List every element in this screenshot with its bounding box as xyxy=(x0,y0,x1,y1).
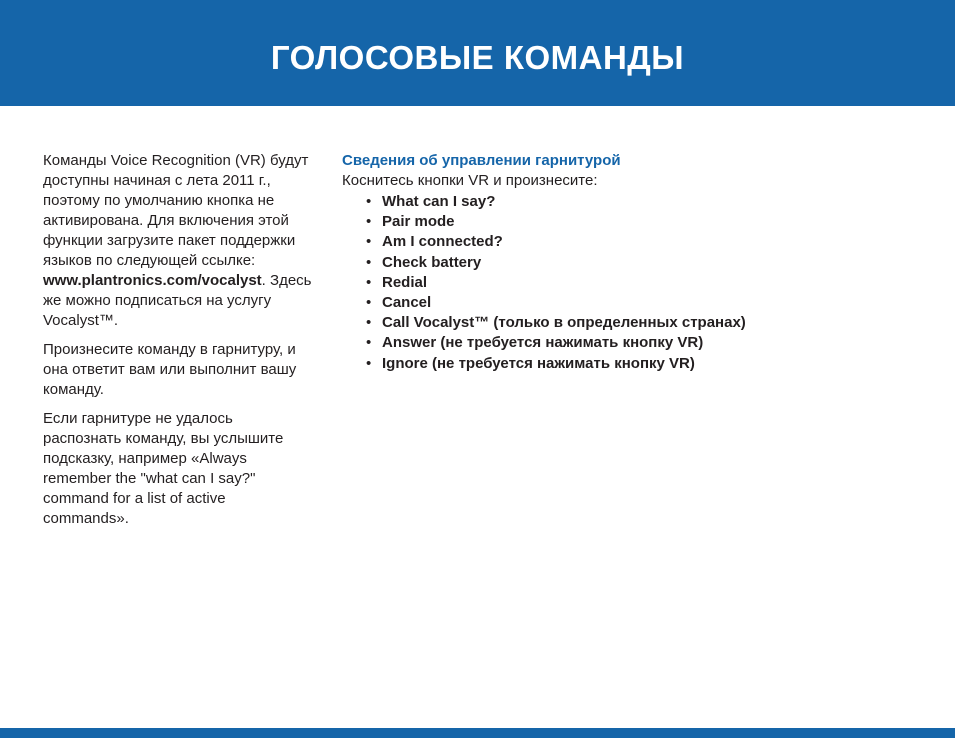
page-title: ГОЛОСОВЫЕ КОМАНДЫ xyxy=(270,39,685,76)
commands-column xyxy=(342,151,915,538)
voice-command-label: What can I say? xyxy=(382,193,496,210)
voice-command-label: Check battery xyxy=(382,253,482,271)
section-heading: Сведения об управлении гарнитурой xyxy=(342,152,621,169)
voice-command-item xyxy=(342,192,915,212)
voice-command-item xyxy=(342,354,915,374)
paragraph-not-recognized: Если гарнитуре не удалось распознать команду, вы услышите подсказку, например «Always remember the "what can I say?" command for a list of active commands». xyxy=(43,410,284,527)
commands-intro: Коснитесь кнопки VR и произнесите: xyxy=(342,172,598,189)
voice-command-label: Am I connected? xyxy=(382,233,503,251)
voice-command-item xyxy=(342,212,915,232)
voice-command-item xyxy=(342,232,915,252)
voice-command-label: Answer (не требуется нажимать кнопку VR) xyxy=(382,334,704,352)
paragraph-text: . Здесь же можно подписаться на услугу Vocalyst™. xyxy=(43,272,312,329)
vocalyst-url: www.plantronics.com/vocalyst xyxy=(43,272,262,289)
paragraph-text: Команды Voice Recognition (VR) будут доступны начиная с лета 2011 г., поэтому по умолчанию кнопка не активирована. Для включения этой функции загрузите пакет поддержки языков по следующей ссылке: xyxy=(43,152,309,269)
voice-command-label: Call Vocalyst™ (только в определенных странах) xyxy=(382,314,746,332)
page-header xyxy=(0,0,955,106)
voice-command-item xyxy=(342,333,915,353)
paragraph-vr-availability xyxy=(43,151,315,331)
bottom-accent-bar xyxy=(0,728,955,738)
voice-command-item xyxy=(342,313,915,333)
voice-command-item xyxy=(342,273,915,293)
voice-command-label: Pair mode xyxy=(382,213,455,231)
page-content xyxy=(0,106,955,538)
voice-command-label: Ignore (не требуется нажимать кнопку VR) xyxy=(382,354,695,372)
voice-command-label: Redial xyxy=(382,273,428,291)
intro-column xyxy=(43,151,315,538)
voice-command-item xyxy=(342,293,915,313)
paragraph-speak-command: Произнесите команду в гарнитуру, и она ответит вам или выполнит вашу команду. xyxy=(43,341,297,398)
voice-command-item xyxy=(342,253,915,273)
voice-command-label: Cancel xyxy=(382,294,432,312)
voice-commands-list xyxy=(342,192,915,374)
